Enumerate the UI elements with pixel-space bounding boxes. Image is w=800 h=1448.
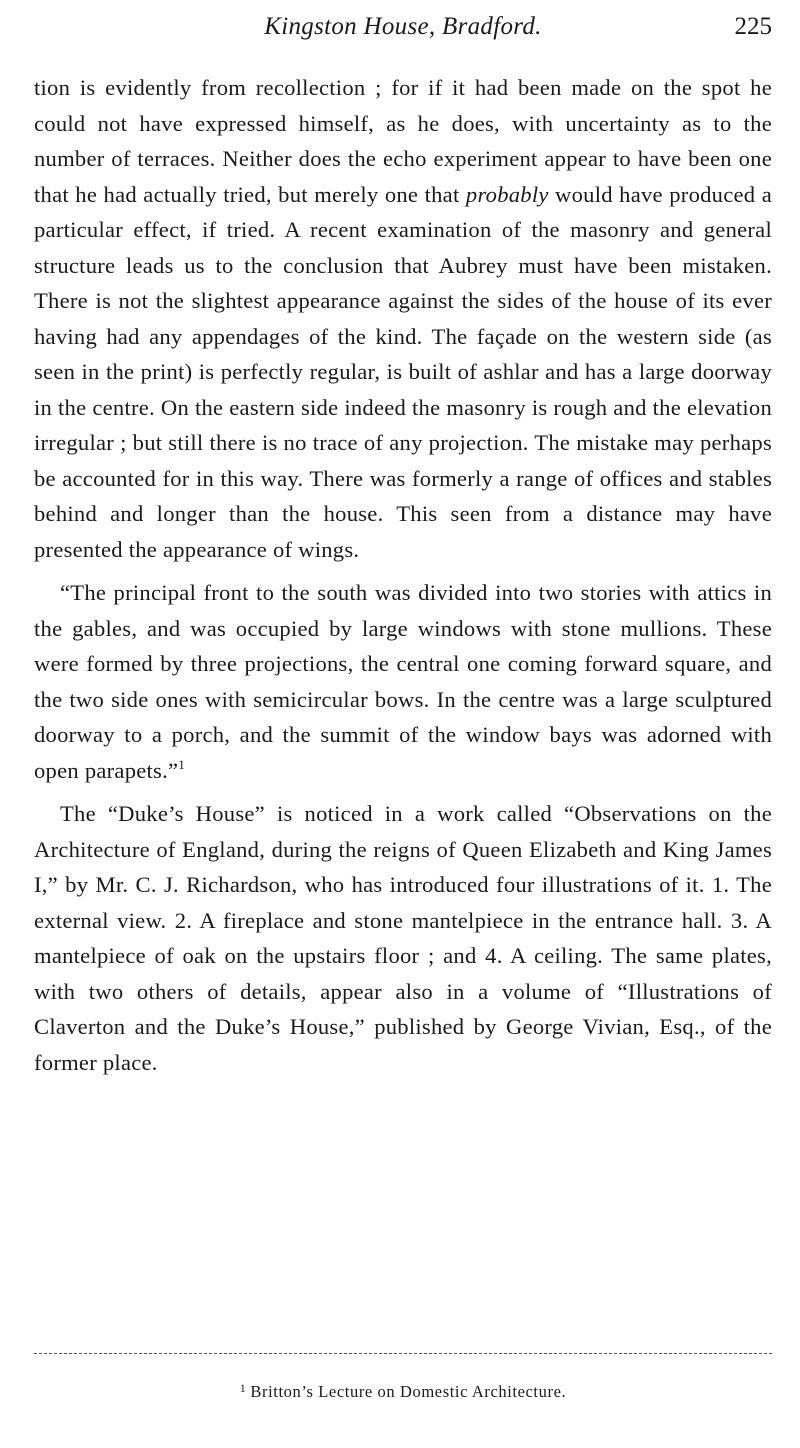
paragraph-1-text-cont: would have produced a particular effect, if tried. A recent examination of the masonry and general structure leads us to the conclusion that Aubrey must have been mistaken. There is not the slightest appearance against the sides of the house of its ever having had any appendages of the kind. The façade on the western side (as seen in the print) is perfectly regular, is built of ashlar and has a large doorway in the centre. On the eastern side indeed the masonry is rough and the elevation irregular ; but still there is no trace of any projection. The mistake may perhaps be accounted for in this way. There was formerly a range of offices and stables behind and longer than the house. This seen from a distance may have presented the appearance of wings.	[34, 181, 772, 562]
footnote-mark: 1	[239, 1381, 247, 1395]
paragraph-3	[34, 796, 772, 1080]
quotation-text: “The principal front to the south was divided into two stories with attics in the gables, and was occupied by large windows with stone mullions. These were formed by three projections, the central one coming forward square, and the two side ones with semicircular bows. In the centre was a large sculptured doorway to a porch, and the summit of the window bays was adorned with open parapets.”	[34, 580, 772, 783]
paragraph-3-text: The “Duke’s House” is noticed in a work called “Observations on the Architecture of England, during the reigns of Queen Elizabeth and King James I,” by Mr. C. J. Richardson, who has introduced four illustrations of it. 1. The external view. 2. A fireplace and stone mantelpiece in the entrance hall. 3. A mantelpiece of oak on the upstairs floor ; and 4. A ceiling. The same plates, with two others of details, appear also in a volume of “Illustrations of Claverton and the Duke’s House,” published by George Vivian, Esq., of the former place.	[34, 801, 772, 1075]
footnote-rule	[34, 1353, 772, 1354]
book-page	[34, 0, 772, 1448]
page-header	[34, 10, 772, 50]
footnote-text: Britton’s Lecture on Domestic Architecture.	[250, 1382, 567, 1401]
emphasis-probably: probably	[465, 181, 549, 207]
quotation-paragraph	[34, 575, 772, 788]
running-title: Kingston House, Bradford.	[264, 13, 542, 40]
page-number: 225	[734, 13, 772, 40]
body-text	[34, 70, 772, 1080]
paragraph-1	[34, 70, 772, 567]
footnote	[34, 1376, 772, 1404]
paragraph-1-text: tion is evidently from recollection ; for if it had been made on the spot he could not have expressed himself, as he does, with uncertainty as to the number of terraces. Neither does the echo experiment appear to have been one that he had actually tried, but merely one that	[34, 75, 772, 207]
footnote-reference[interactable]: 1	[178, 756, 186, 772]
